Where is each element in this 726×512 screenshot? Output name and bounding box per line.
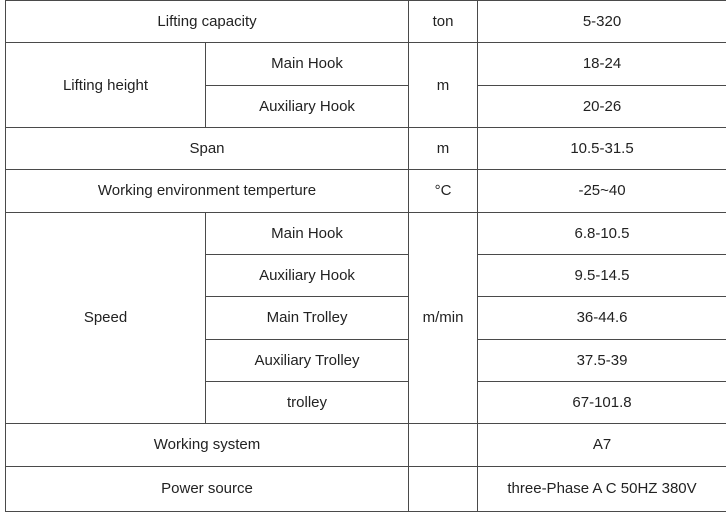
value-working-system: A7 xyxy=(478,424,726,466)
sub-speed-main-trolley: Main Trolley xyxy=(206,297,409,339)
sub-speed-aux-hook: Auxiliary Hook xyxy=(206,254,409,296)
unit-lifting-height: m xyxy=(409,43,478,128)
table-row xyxy=(6,424,726,466)
sub-lifting-height-main-hook: Main Hook xyxy=(206,43,409,85)
param-speed: Speed xyxy=(6,212,206,424)
param-lifting-capacity: Lifting capacity xyxy=(6,1,409,43)
value-speed-aux-trolley: 37.5-39 xyxy=(478,339,726,381)
spec-table xyxy=(5,0,726,512)
value-speed-main-hook: 6.8-10.5 xyxy=(478,212,726,254)
table-row xyxy=(6,212,726,254)
sub-speed-aux-trolley: Auxiliary Trolley xyxy=(206,339,409,381)
table-row xyxy=(6,170,726,212)
value-power-source: three-Phase A C 50HZ 380V xyxy=(478,466,726,511)
sub-speed-main-hook: Main Hook xyxy=(206,212,409,254)
param-working-environment: Working environment temperture xyxy=(6,170,409,212)
value-span: 10.5-31.5 xyxy=(478,127,726,169)
sub-lifting-height-aux-hook: Auxiliary Hook xyxy=(206,85,409,127)
unit-working-system xyxy=(409,424,478,466)
sub-speed-trolley: trolley xyxy=(206,381,409,423)
value-lifting-capacity: 5-320 xyxy=(478,1,726,43)
table-row xyxy=(6,43,726,85)
param-span: Span xyxy=(6,127,409,169)
value-speed-main-trolley: 36-44.6 xyxy=(478,297,726,339)
value-lifting-height-main-hook: 18-24 xyxy=(478,43,726,85)
table-row xyxy=(6,1,726,43)
param-power-source: Power source xyxy=(6,466,409,511)
unit-working-environment: °C xyxy=(409,170,478,212)
unit-lifting-capacity: ton xyxy=(409,1,478,43)
value-speed-trolley: 67-101.8 xyxy=(478,381,726,423)
unit-speed: m/min xyxy=(409,212,478,424)
value-working-environment: -25~40 xyxy=(478,170,726,212)
table-row xyxy=(6,466,726,511)
param-working-system: Working system xyxy=(6,424,409,466)
unit-span: m xyxy=(409,127,478,169)
value-speed-aux-hook: 9.5-14.5 xyxy=(478,254,726,296)
table-row xyxy=(6,127,726,169)
value-lifting-height-aux-hook: 20-26 xyxy=(478,85,726,127)
param-lifting-height: Lifting height xyxy=(6,43,206,128)
unit-power-source xyxy=(409,466,478,511)
